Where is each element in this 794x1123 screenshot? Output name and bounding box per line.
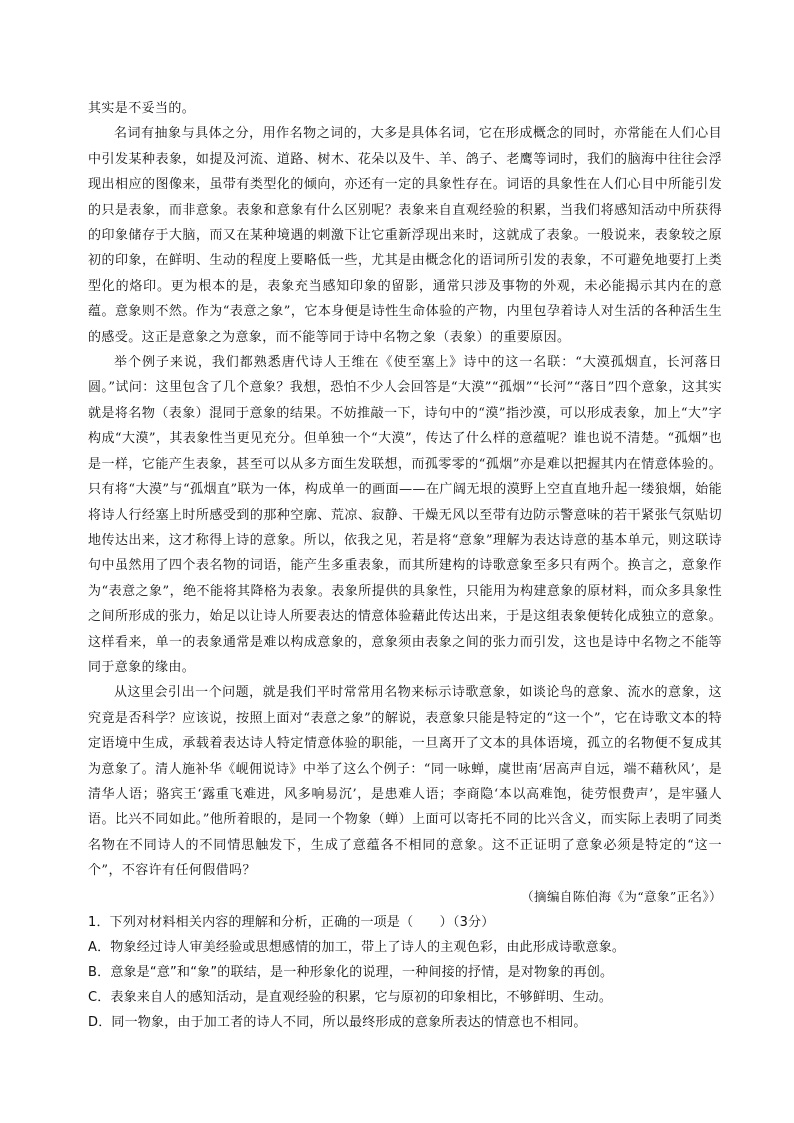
reading-passage [88,96,722,884]
passage-paragraph-2: 名词有抽象与具体之分，用作名物之词的，大多是具体名词，它在形成概念的同时，亦常能在人们心目中引发某种表象，如提及河流、道路、树木、花朵以及牛、羊、鸽子、老鹰等词时，我们的脑海中往往会浮现出相应的图像来，虽带有类型化的倾向，亦还有一定的具象性存在。词语的具象性在人们心目中所能引发的只是表象，而非意象。表象和意象有什么区别呢？表象来自直观经验的积累，当我们将感知活动中所获得的印象储存于大脑，而又在某种境遇的刺激下让它重新浮现出来时，这就成了表象。一般说来，表象较之原初的印象，在鲜明、生动的程度上要略低一些，尤其是由概念化的语词所引发的表象，不可避免地要打上类型化的烙印。更为根本的是，表象充当感知印象的留影，通常只涉及事物的外观，未必能揭示其内在的意蕴。意象则不然。作为“表意之象”，它本身便是诗性生命体验的产物，内里包孕着诗人对生活的各种活生生的感受。这正是意象之为意象，而不能等同于诗中名物之象（表象）的重要原因。 [88,126,722,345]
option-a: A．物象经过诗人审美经验或思想感情的加工，带上了诗人的主观色彩，由此形成诗歌意象。 [88,939,626,955]
passage-paragraph-1: 其实是不妥当的。 [88,101,196,116]
option-d: D．同一物象，由于加工者的诗人不同，所以最终形成的意象所表达的情意也不相同。 [88,1014,587,1030]
passage-source: （摘编自陈伯海《为“意象”正名》） [521,888,722,904]
passage-paragraph-3: 举个例子来说，我们都熟悉唐代诗人王维在《使至塞上》诗中的这一名联：“大漠孤烟直，长河落日圆。”试问：这里包含了几个意象？我想，恐怕不少人会回答是“大漠”“孤烟”“长河”“落日”四个意象，这其实就是将名物（表象）混同于意象的结果。不妨推敲一下，诗句中的“漠”指沙漠，可以形成表象，加上“大”字构成“大漠”，其表象性当更见充分。但单独一个“大漠”，传达了什么样的意蕴呢？谁也说不清楚。“孤烟”也是一样，它能产生表象，甚至可以从多方面生发联想，而孤零零的“孤烟”亦是难以把握其内在情意体验的。只有将“大漠”与“孤烟直”联为一体，构成单一的画面——在广阔无垠的漠野上空直直地升起一缕狼烟，始能将诗人行经塞上时所感受到的那种空廓、荒凉、寂静、干燥无风以至带有边防示警意味的若干紧张气氛贴切地传达出来，这才称得上诗的意象。所以，依我之见，若是将“意象”理解为表达诗意的基本单元，则这联诗句中虽然用了四个表名物的词语，能产生多重表象，而其所建构的诗歌意象至多只有两个。换言之，意象作为“表意之象”，绝不能将其降格为表象。表象所提供的具象性，只能用为构建意象的原材料，而众多具象性之间所形成的张力，始足以让诗人所要表达的情意体验藉此传达出来，于是这组表象便转化成独立的意象。这样看来，单一的表象通常是难以构成意象的，意象须由表象之间的张力而引发，这也是诗中名物之不能等同于意象的缘由。 [88,355,722,675]
option-c: C．表象来自人的感知活动，是直观经验的积累，它与原初的印象相比，不够鲜明、生动。 [88,989,613,1005]
passage-paragraph-4: 从这里会引出一个问题，就是我们平时常常用名物来标示诗歌意象，如谈论鸟的意象、流水的意象，这究竟是否科学？应该说，按照上面对“表意之象”的解说，表意象只能是特定的“这一个”，它在诗歌文本的特定语境中生成，承载着表达诗人特定情意体验的职能，一旦离开了文本的具体语境，孤立的名物便不复成其为意象了。清人施补华《岘佣说诗》中举了这么个例子：“同一咏蝉，虞世南‘居高声自远，端不藉秋风’，是清华人语；骆宾王‘露重飞难进，风多响易沉’，是患难人语；李商隐‘本以高难饱，徒劳恨费声’，是牢骚人语。比兴不同如此。”他所着眼的，是同一个物象（蝉）上面可以寄托不同的比兴含义，而实际上表明了同类名物在不同诗人的不同情思触发下，生成了意蕴各不相同的意象。这不正证明了意象必须是特定的“这一个”，不容许有任何假借吗？ [88,685,722,879]
document-page [88,96,722,1035]
option-b: B．意象是“意”和“象”的联结，是一种形象化的说理，一种间接的抒情，是对物象的再创。 [88,964,614,980]
question-1 [88,910,722,1035]
question-stem: 1．下列对材料相关内容的理解和分析，正确的一项是（ ）（3分） [88,914,495,930]
